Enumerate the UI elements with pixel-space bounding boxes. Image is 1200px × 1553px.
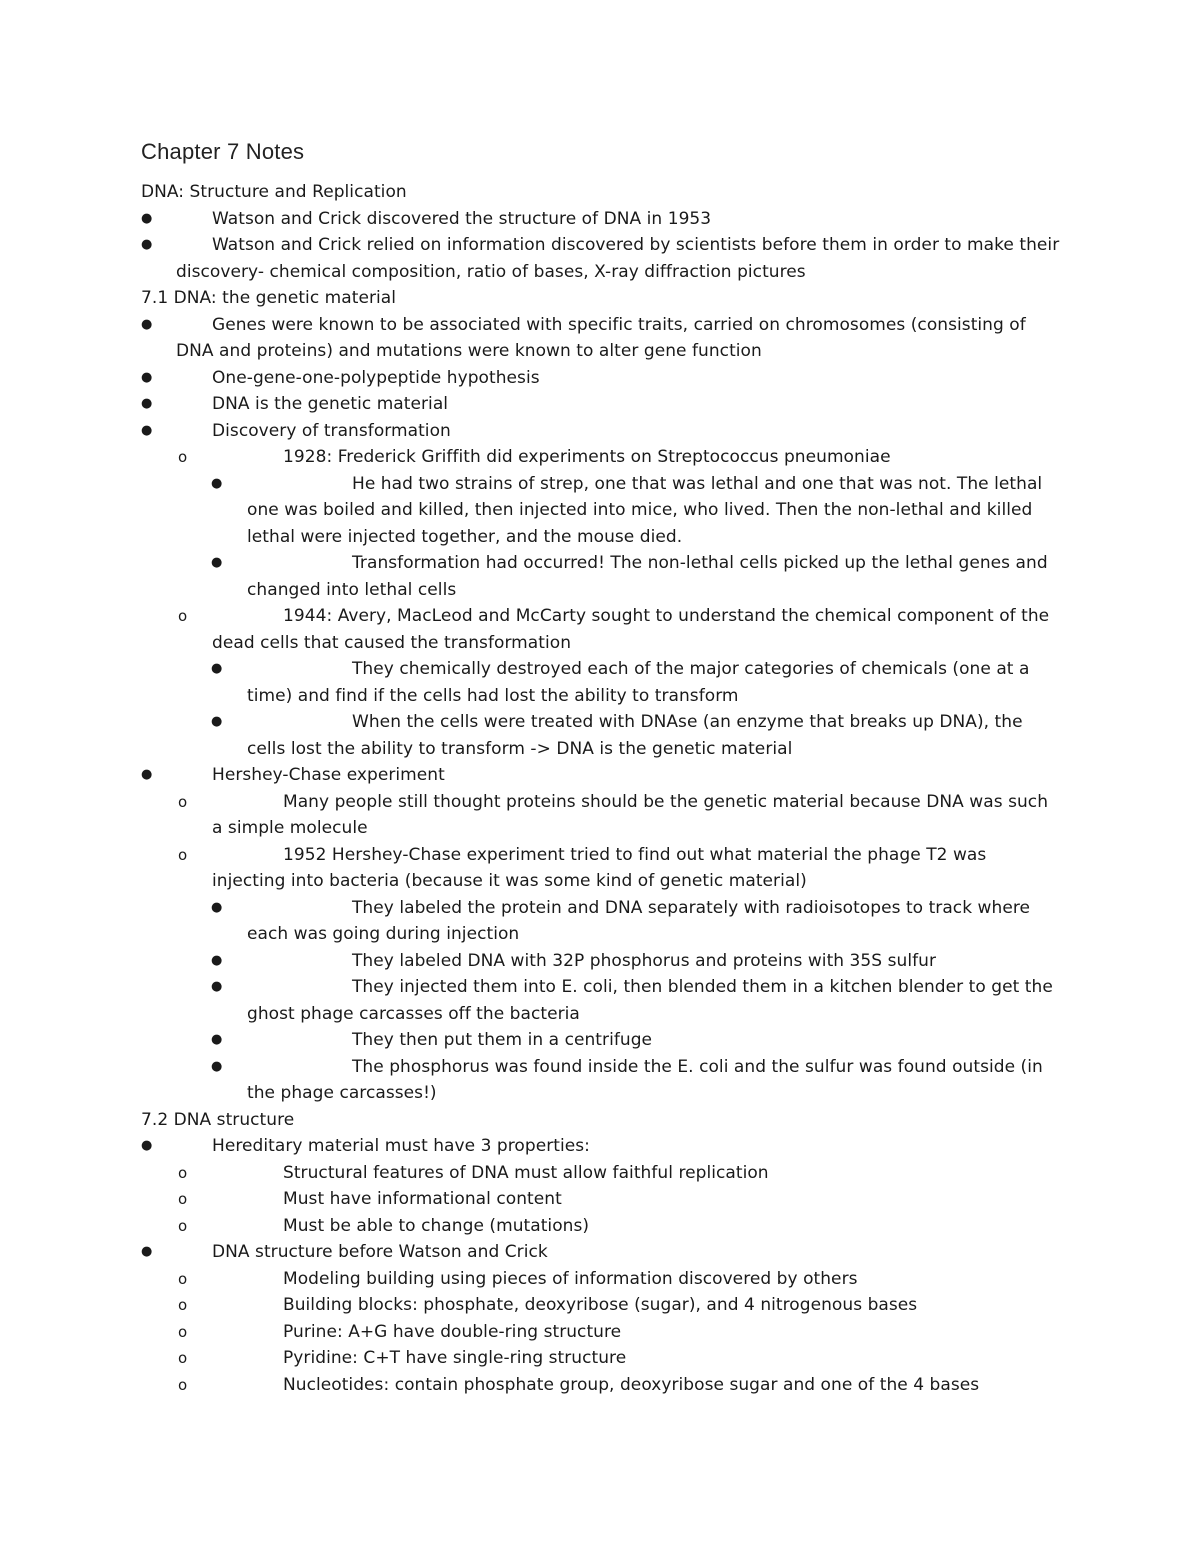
list-item-text: One-gene-one-polypeptide hypothesis [212,367,540,388]
list-item-level-1 [0,1133,1200,1160]
list-item-level-2 [0,1319,1200,1346]
bullet-icon: ● [211,899,223,915]
bullet-icon: ● [211,475,223,491]
list-item-level-3 [0,471,1200,551]
list-item-level-3 [0,656,1200,709]
bullet-icon: ● [211,1058,223,1074]
list-item-level-2 [0,1345,1200,1372]
list-item-text: Hereditary material must have 3 properties: [212,1136,590,1156]
section-heading: 7.2 DNA structure [141,1109,295,1130]
bullet-icon: ● [211,555,223,570]
bullet-icon: ● [211,952,223,968]
bullet-icon: ● [211,1032,223,1047]
list-item-text: 1928: Frederick Griffith did experiments on Streptococcus pneumoniae [283,447,891,467]
circle-bullet-icon: o [178,1349,188,1367]
bullet-icon: ● [141,396,153,411]
list-item-text: They injected them into E. coli, then blended them in a kitchen blender to get the ghost phage carcasses off the bacteria [247,977,1053,1024]
list-item-text: The phosphorus was found inside the E. coli and the sulfur was found outside (in the phage carcasses!) [247,1056,1043,1103]
bullet-icon: ● [141,369,153,385]
list-item-level-2 [0,1160,1200,1187]
bullet-icon: ● [141,1138,153,1153]
list-item-level-1 [0,365,1200,392]
list-item-text: Modeling building using pieces of information discovered by others [283,1268,858,1289]
list-item-text: They chemically destroyed each of the major categories of chemicals (one at a time) and find if the cells had lost the ability to transform [247,659,1030,706]
list-item-level-1 [0,762,1200,789]
list-item-level-2 [0,1292,1200,1319]
list-item-level-3 [0,895,1200,948]
bullet-icon: ● [141,237,153,252]
list-item-text: Nucleotides: contain phosphate group, deoxyribose sugar and one of the 4 bases [283,1374,980,1395]
section-heading: 7.1 DNA: the genetic material [141,288,397,308]
list-item-level-2 [0,1266,1200,1293]
document-title: Chapter 7 Notes [141,139,305,164]
list-item-text: When the cells were treated with DNAse (an enzyme that breaks up DNA), the cells lost the ability to transform -> DNA is the genetic material [247,712,1023,759]
list-item-level-2 [0,789,1200,842]
list-item-level-3 [0,550,1200,603]
bullet-icon: ● [211,661,223,676]
list-item-text: They labeled DNA with 32P phosphorus and proteins with 35S sulfur [352,950,936,971]
bullet-icon: ● [141,316,153,332]
list-item-text: Purine: A+G have double-ring structure [283,1321,622,1342]
list-item-level-2 [0,1186,1200,1213]
list-item-level-1 [0,1239,1200,1266]
list-item-level-1 [0,391,1200,418]
list-item-text: Watson and Crick discovered the structure of DNA in 1953 [212,208,712,229]
list-item-level-3 [0,974,1200,1027]
notes-body [0,179,1200,1398]
list-item-level-1 [0,232,1200,285]
list-item-level-2 [0,603,1200,656]
list-item-text: They labeled the protein and DNA separately with radioisotopes to track where each was going during injection [247,897,1031,944]
list-item-text: Discovery of transformation [212,420,451,441]
section-heading: DNA: Structure and Replication [141,182,407,202]
list-item-level-3 [0,948,1200,975]
list-item-text: 1944: Avery, MacLeod and McCarty sought to understand the chemical component of the dead cells that caused the transformation [212,606,1050,653]
list-item-text: Watson and Crick relied on information discovered by scientists before them in order to make their discovery- chemical composition, ratio of bases, X-ray diffraction pictures [176,235,1060,282]
list-item-level-2 [0,842,1200,895]
list-item-text: DNA is the genetic material [212,394,449,414]
list-item-text: Hershey-Chase experiment [212,765,445,785]
bullet-icon: ● [141,422,153,438]
list-item-level-2 [0,1372,1200,1399]
list-item-level-1 [0,206,1200,233]
circle-bullet-icon: o [178,792,188,811]
list-item-level-3 [0,1054,1200,1107]
circle-bullet-icon: o [178,1375,188,1394]
circle-bullet-icon: o [178,1163,188,1182]
list-item-text: They then put them in a centrifuge [352,1030,653,1050]
circle-bullet-icon: o [178,1322,188,1341]
circle-bullet-icon: o [178,1216,188,1235]
circle-bullet-icon: o [178,448,188,466]
circle-bullet-icon: o [178,1296,188,1314]
list-item-level-2 [0,444,1200,471]
list-item-text: Many people still thought proteins should be the genetic material because DNA was such a simple molecule [212,791,1049,838]
list-item-text: Structural features of DNA must allow faithful replication [283,1162,769,1183]
list-item-level-1 [0,312,1200,365]
circle-bullet-icon: o [178,1190,188,1208]
bullet-icon: ● [141,210,153,226]
list-item-level-3 [0,709,1200,762]
bullet-icon: ● [211,979,223,994]
list-item-level-1 [0,418,1200,445]
list-item-text: 1952 Hershey-Chase experiment tried to find out what material the phage T2 was injecting into bacteria (because it was some kind of genetic material) [212,844,987,891]
list-item-level-2 [0,1213,1200,1240]
circle-bullet-icon: o [178,607,188,625]
list-item-text: He had two strains of strep, one that was lethal and one that was not. The lethal one was boiled and killed, then injected into mice, who lived. Then the non-lethal and killed lethal were injected together, and the mouse died. [247,473,1043,547]
list-item-text: Must have informational content [283,1189,562,1209]
list-item-text: Genes were known to be associated with specific traits, carried on chromosomes (consisting of DNA and proteins) and mutations were known to alter gene function [176,314,1026,361]
bullet-icon: ● [141,1244,153,1259]
bullet-icon: ● [211,714,223,729]
list-item-text: Transformation had occurred! The non-lethal cells picked up the lethal genes and changed into lethal cells [247,553,1048,600]
list-item-text: Must be able to change (mutations) [283,1215,590,1236]
list-item-text: Building blocks: phosphate, deoxyribose (sugar), and 4 nitrogenous bases [283,1295,918,1315]
list-item-text: DNA structure before Watson and Crick [212,1242,548,1262]
list-item-level-3 [0,1027,1200,1054]
circle-bullet-icon: o [178,845,188,864]
circle-bullet-icon: o [178,1269,188,1288]
list-item-text: Pyridine: C+T have single-ring structure [283,1348,627,1368]
bullet-icon: ● [141,767,153,782]
